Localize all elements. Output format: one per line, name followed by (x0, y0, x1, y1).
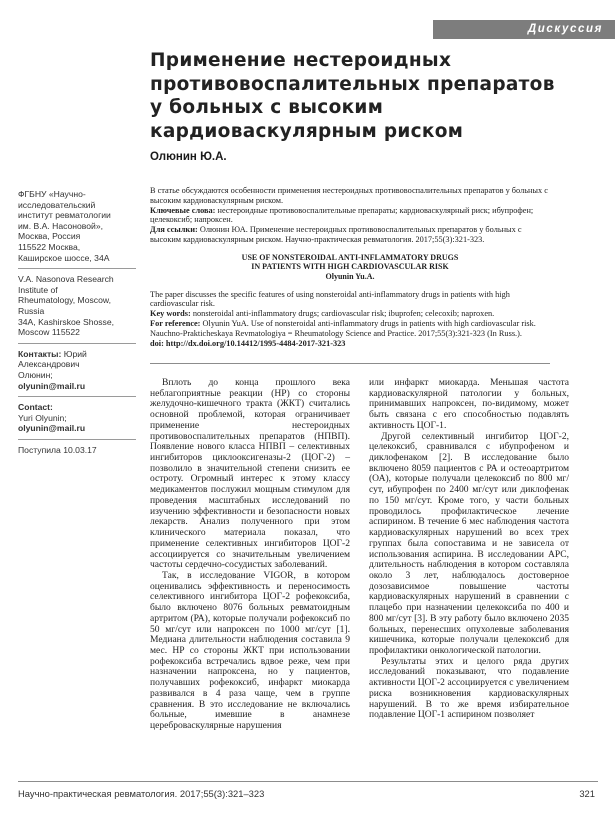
keywords-ru (150, 206, 550, 226)
affiliation-en: V.A. Nasonova Research Institute of Rheumatology, Moscow, Russia 34A, Kashirskoe Shosse, Moscow 115522 (18, 274, 115, 338)
sidebar-divider (18, 343, 136, 344)
sidebar-divider (18, 268, 136, 269)
english-title-line: USE OF NONSTEROIDAL ANTI-INFLAMMATORY DRUGS (241, 252, 459, 262)
article-title (150, 49, 570, 143)
contacts-ru-label: Контакты: (18, 348, 62, 359)
sidebar-divider (18, 396, 136, 397)
abstract-ru: В статье обсуждаются особенности применения нестероидных противовоспалительных препаратов у больных с высоким кардиоваскулярным риском. (150, 186, 548, 205)
citation-ru-label: Для ссылки: (150, 225, 198, 235)
title-line: у больных с высоким (150, 97, 384, 118)
citation-ru-text: Олюнин ЮА. Применение нестероидных противовоспалительных препаратов у больных с высоким кардиоваскулярным риском. Научно-практическая ревматология. 2017;55(3):321-323. (150, 225, 522, 244)
section-label: Дискуссия (433, 20, 615, 39)
journal-footer: Научно-практическая ревматология. 2017;55(3):321–323 (18, 788, 265, 799)
sidebar (18, 189, 136, 455)
title-line: кардиоваскулярным риском (150, 120, 464, 142)
body-paragraph: Другой селективный ингибитор ЦОГ-2, целекоксиб, сравнивался с ибупрофеном и диклофенаком [2]. В исследование было включено 8059 пациентов с РА и остеоартритом (ОА), которые получали целекоксиб по 800 мг/сут, ибупрофен по 2400 мг/сут или диклофенак по 150 мг/сут. Кроме того, у части больных проводилось профилактическое лечение аспирином. В течение 6 мес наблюдения частота кардиоваскулярных нарушений во всех трех группах была сопоставима и не зависела от использования аспирина. В исследовании APC, длительность наблюдения в котором составляла около 3 лет, наблюдалось достоверное дозозависимое повышение частоты кардиоваскулярных нарушений в сравнении с плацебо при назначении целекоксиба по 400 и 800 мг/сут [3]. В эту работу было включено 2035 больных, перенесших опухолевые заболевания кишечника, которые получали целекоксиб для профилактики онкологической патологии. (369, 430, 569, 656)
contacts-ru (18, 349, 136, 391)
body-column-left (150, 378, 350, 732)
english-title-line: IN PATIENTS WITH HIGH CARDIOVASCULAR RISK (251, 262, 449, 272)
keywords-en (150, 309, 550, 319)
received-date: Поступила 10.03.17 (18, 444, 97, 455)
keywords-ru-label: Ключевые слова: (150, 205, 216, 215)
english-author: Olyunin Yu.A. (325, 271, 375, 281)
contact-en-email[interactable]: olyunin@mail.ru (18, 423, 86, 434)
contact-en-name: Yuri Olyunin; (18, 412, 67, 423)
body-paragraph: Результаты этих и целого ряда других исследований показывают, что подавление активности ЦОГ-2 ассоциируется с увеличением риска возникновения кардиоваскулярных нарушений. В то же время избирательное подавление ЦОГ-1 аспирином позволяет (369, 655, 569, 721)
contacts-ru-email[interactable]: olyunin@mail.ru (18, 380, 86, 391)
body-paragraph: Вплоть до конца прошлого века неблагоприятные реакции (НР) со стороны желудочно-кишечного тракта (ЖКТ) считались основной проблемой, которая ограничивает применение нестероидных противовоспалительных препаратов (НПВП). Появление нового класса НПВП – селективных ингибиторов циклооксигеназы-2 (ЦОГ-2) – позволило в значительной степени снизить ее остроту. Огромный интерес к этому классу медикаментов послужил мощным стимулом для проведения масштабных исследований по изучению эффективности и безопасности новых лекарств. Анализ полученного при этом клинического материала показал, что применение селективных ингибиторов ЦОГ-2 ассоциируется со значительным увеличением частоты сердечно-сосудистых заболеваний. (150, 377, 350, 571)
sidebar-divider (18, 439, 136, 440)
abstract-block (150, 186, 550, 348)
reference-en-label: For reference: (150, 318, 201, 328)
contact-en-label: Contact: (18, 402, 53, 413)
page-number: 321 (579, 788, 595, 799)
doi-text[interactable]: doi: http://dx.doi.org/10.14412/1995-4484-2017-321-323 (150, 338, 346, 348)
author-name: Олюнин Ю.А. (150, 151, 227, 163)
contacts-ru-name: Юрий Александрович Олюнин; (18, 348, 87, 380)
header-divider (150, 363, 550, 364)
body-column-right (369, 378, 569, 721)
reference-en (150, 319, 550, 339)
keywords-en-text: nonsteroidal anti-inflammatory drugs; cardiovascular risk; ibuprofen; celecoxib; naproxen. (192, 309, 495, 319)
title-line: противовоспалительных препаратов (150, 73, 555, 95)
body-paragraph: Так, в исследование VIGOR, в котором оценивались эффективность и переносимость селективного ингибитора ЦОГ-2 рофекоксиба, было включено 8076 больных ревматоидным артритом (РА), которые получали рофекоксиб по 50 мг/сут или напроксен по 1000 мг/сут [1]. Медиана длительности наблюдения составила 9 мес. НР со стороны ЖКТ при использовании рофекоксиба встречались вдвое реже, чем при назначении напроксена, но у пациентов, получавших рофекоксиб, инфаркт миокарда развивался в 4 раза чаще, чем в группе сравнения. В это исследование не включались больные, имевшие в анамнезе цереброваскулярные нарушения (150, 569, 350, 731)
body-paragraph: или инфаркт миокарда. Меньшая частота кардиоваскулярной патологии у больных, принимавших напроксен, по-видимому, может быть связана с его способностью подавлять активность ЦОГ-1. (369, 377, 569, 431)
keywords-ru-text: нестероидные противовоспалительные препараты; кардиоваскулярный риск; ибупрофен; целекоксиб; напроксен. (150, 205, 534, 225)
doi-link[interactable] (150, 339, 550, 349)
footer-divider (18, 781, 598, 782)
keywords-en-label: Key words: (150, 309, 191, 319)
affiliation-ru: ФГБНУ «Научно- исследовательский институт ревматологии им. В.А. Насоновой», Москва, Россия 115522 Москва, Каширское шоссе, 34А (18, 189, 111, 263)
abstract-en: The paper discusses the specific features of using nonsteroidal anti-inflammatory drugs in patients with high cardiovascular risk. (150, 289, 510, 309)
english-title (150, 253, 550, 282)
title-line: Применение нестероидных (150, 50, 452, 71)
citation-ru (150, 225, 550, 245)
reference-en-text: Olyunin YuA. Use of nonsteroidal anti-inflammatory drugs in patients with high cardiovascular risk. Nauchno-Prakticheskaya Revmatologiya = Rheumatology Science and Practice. 2017;55(3):321-323 (In Russ.). (150, 318, 536, 338)
contact-en (18, 402, 136, 434)
